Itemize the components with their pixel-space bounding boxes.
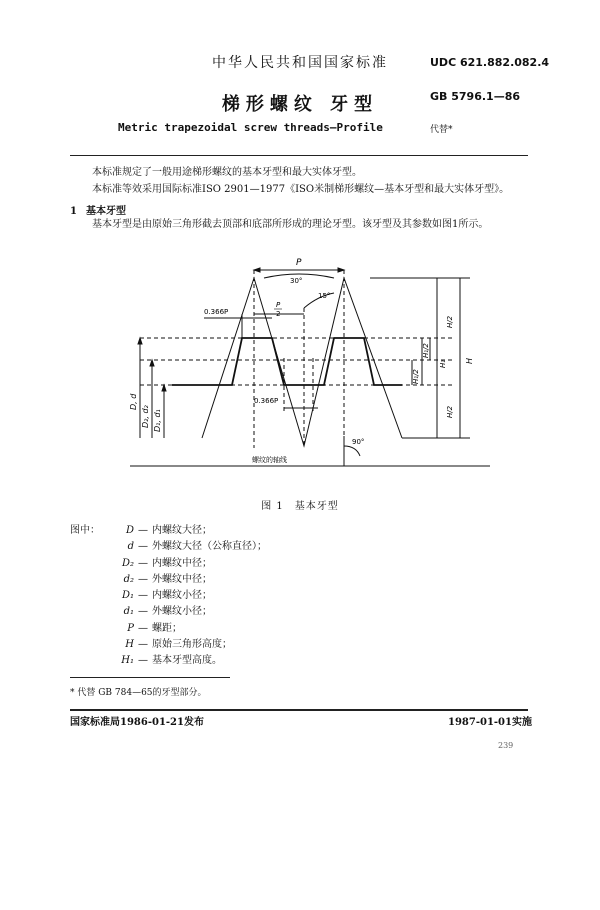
footnote-divider: [70, 677, 230, 678]
standard-title-zh: 梯形螺纹 牙型: [221, 94, 379, 115]
legend-row: D₁ — 内螺纹小径；: [70, 588, 267, 604]
figure-caption: 图 1 基本牙型: [261, 501, 339, 512]
symbol-legend: [70, 523, 267, 670]
legend-symbol: d₁: [123, 606, 134, 618]
label-half-h-bottom: H/2: [446, 405, 454, 418]
legend-row: H — 原始三角形高度；: [70, 637, 267, 653]
label-angle-90: 90°: [352, 438, 365, 446]
legend-row: P — 螺距；: [70, 621, 267, 637]
section-number: 1: [70, 206, 77, 217]
page-number: 239: [498, 741, 514, 750]
label-pitch-diameter: D₂, d₂: [141, 405, 150, 428]
label-h1: H₁: [439, 359, 447, 368]
legend-desc: 内螺纹大径；: [152, 525, 212, 536]
legend-desc: 内螺纹中径；: [152, 557, 212, 569]
label-half-pitch-den: 2: [276, 310, 281, 318]
equivalence-paragraph: 本标准等效采用国际标准ISO 2901—1977《ISO米制梯形螺纹—基本牙型和最大实体牙型》。: [92, 184, 510, 195]
legend-symbol: d: [127, 541, 134, 553]
legend-desc: 原始三角形高度；: [152, 639, 232, 651]
label-major-diameter: D, d: [129, 393, 138, 410]
label-half-h1-a: H₁/2: [422, 343, 430, 358]
legend-desc: 内螺纹小径；: [152, 590, 212, 602]
scope-paragraph: 本标准规定了一般用途梯形螺纹的基本牙型和最大实体牙型。: [92, 167, 362, 178]
section-heading: [70, 202, 126, 217]
legend-row: d — 外螺纹大径（公称直径）；: [70, 539, 267, 555]
legend-symbol: d₂: [123, 573, 134, 585]
label-half-pitch-num: P: [276, 301, 281, 309]
legend-row: H₁ — 基本牙型高度。: [70, 653, 267, 669]
label-0366p-bottom: 0.366P: [254, 397, 279, 405]
legend-lead: 图中：: [70, 525, 100, 536]
basic-profile-paragraph: 基本牙型是由原始三角形截去顶部和底部所形成的理论牙型。该牙型及其参数如图1所示。: [92, 219, 489, 230]
legend-symbol: P: [127, 622, 134, 634]
standard-title-en: Metric trapezoidal screw threads—Profile: [118, 121, 383, 134]
label-thread-axis: 螺纹的轴线: [252, 456, 287, 464]
label-h: H: [465, 357, 474, 364]
legend-row: 图中： D — 内螺纹大径；: [70, 523, 267, 539]
label-angle-30: 30°: [290, 277, 303, 285]
legend-symbol: H: [125, 639, 134, 651]
legend-row: d₁ — 外螺纹小径；: [70, 604, 267, 620]
issuing-organization: 中华人民共和国国家标准: [212, 55, 388, 71]
legend-row: D₂ — 内螺纹中径；: [70, 556, 267, 572]
legend-desc: 外螺纹小径；: [152, 606, 212, 618]
section-title: 基本牙型: [86, 206, 126, 217]
label-half-h1-b: H₁/2: [412, 369, 420, 384]
legend-symbol: D₂: [121, 557, 134, 569]
implement-date: 1987-01-01实施: [448, 717, 532, 728]
basic-profile: [172, 338, 402, 385]
legend-desc: 外螺纹大径（公称直径）；: [152, 541, 267, 553]
publish-date: 国家标准局1986-01-21发布: [70, 717, 204, 728]
footnote: * 代替 GB 784—65的牙型部分。: [70, 688, 207, 698]
legend-desc: 外螺纹中径；: [152, 573, 212, 585]
header-divider: [70, 155, 528, 156]
gb-number: GB 5796.1—86: [430, 90, 520, 103]
legend-symbol: H₁: [121, 655, 134, 667]
footer-divider: [70, 709, 528, 711]
legend-symbol: D₁: [121, 590, 134, 602]
thread-profile-figure: [112, 248, 492, 478]
legend-symbol: D: [125, 525, 134, 536]
label-angle-15: 15°: [318, 292, 331, 300]
label-pitch: P: [296, 258, 302, 268]
label-half-h-top: H/2: [446, 315, 454, 328]
label-minor-diameter: D₁, d₁: [153, 409, 162, 432]
replaces-note: 代替*: [430, 125, 453, 135]
legend-row: d₂ — 外螺纹中径；: [70, 572, 267, 588]
legend-desc: 基本牙型高度。: [152, 655, 222, 667]
label-0366p-top: 0.366P: [204, 308, 229, 316]
fundamental-triangle: [202, 278, 402, 446]
udc-code: UDC 621.882.082.4: [430, 56, 550, 69]
legend-desc: 螺距；: [152, 622, 182, 634]
